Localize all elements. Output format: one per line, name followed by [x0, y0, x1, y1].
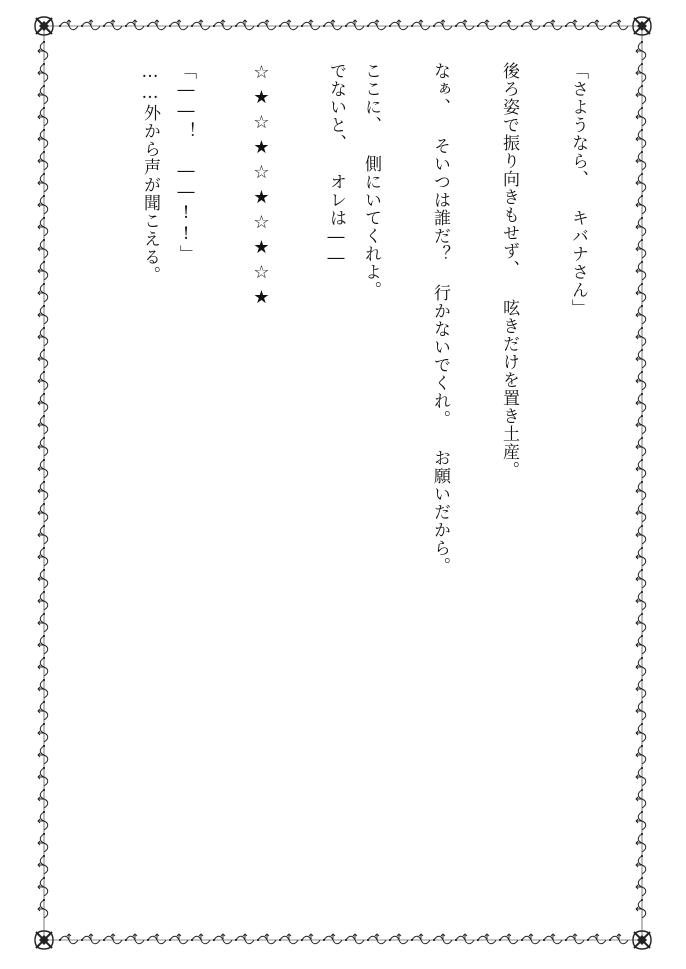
text-line-1: 「さようなら、 キバナさん」 [568, 62, 588, 317]
text-line-7: 「――！ ――!!」 [176, 62, 196, 263]
vertical-text-body [120, 62, 590, 902]
text-line-3: なぁ、 そいつは誰だ？ 行かないでくれ。 お願いだから。 [430, 62, 450, 575]
text-line-8: ……外から声が聞こえる。 [140, 62, 160, 284]
star-divider: ☆★☆★☆★☆★☆★ [251, 62, 272, 312]
text-line-5: でないと、 オレは―― [326, 62, 346, 269]
text-line-2: 後ろ姿で振り向きもせず、 呟きだけを置き土産。 [499, 62, 519, 479]
text-line-4: ここに、 側にいてくれよ。 [361, 62, 381, 299]
